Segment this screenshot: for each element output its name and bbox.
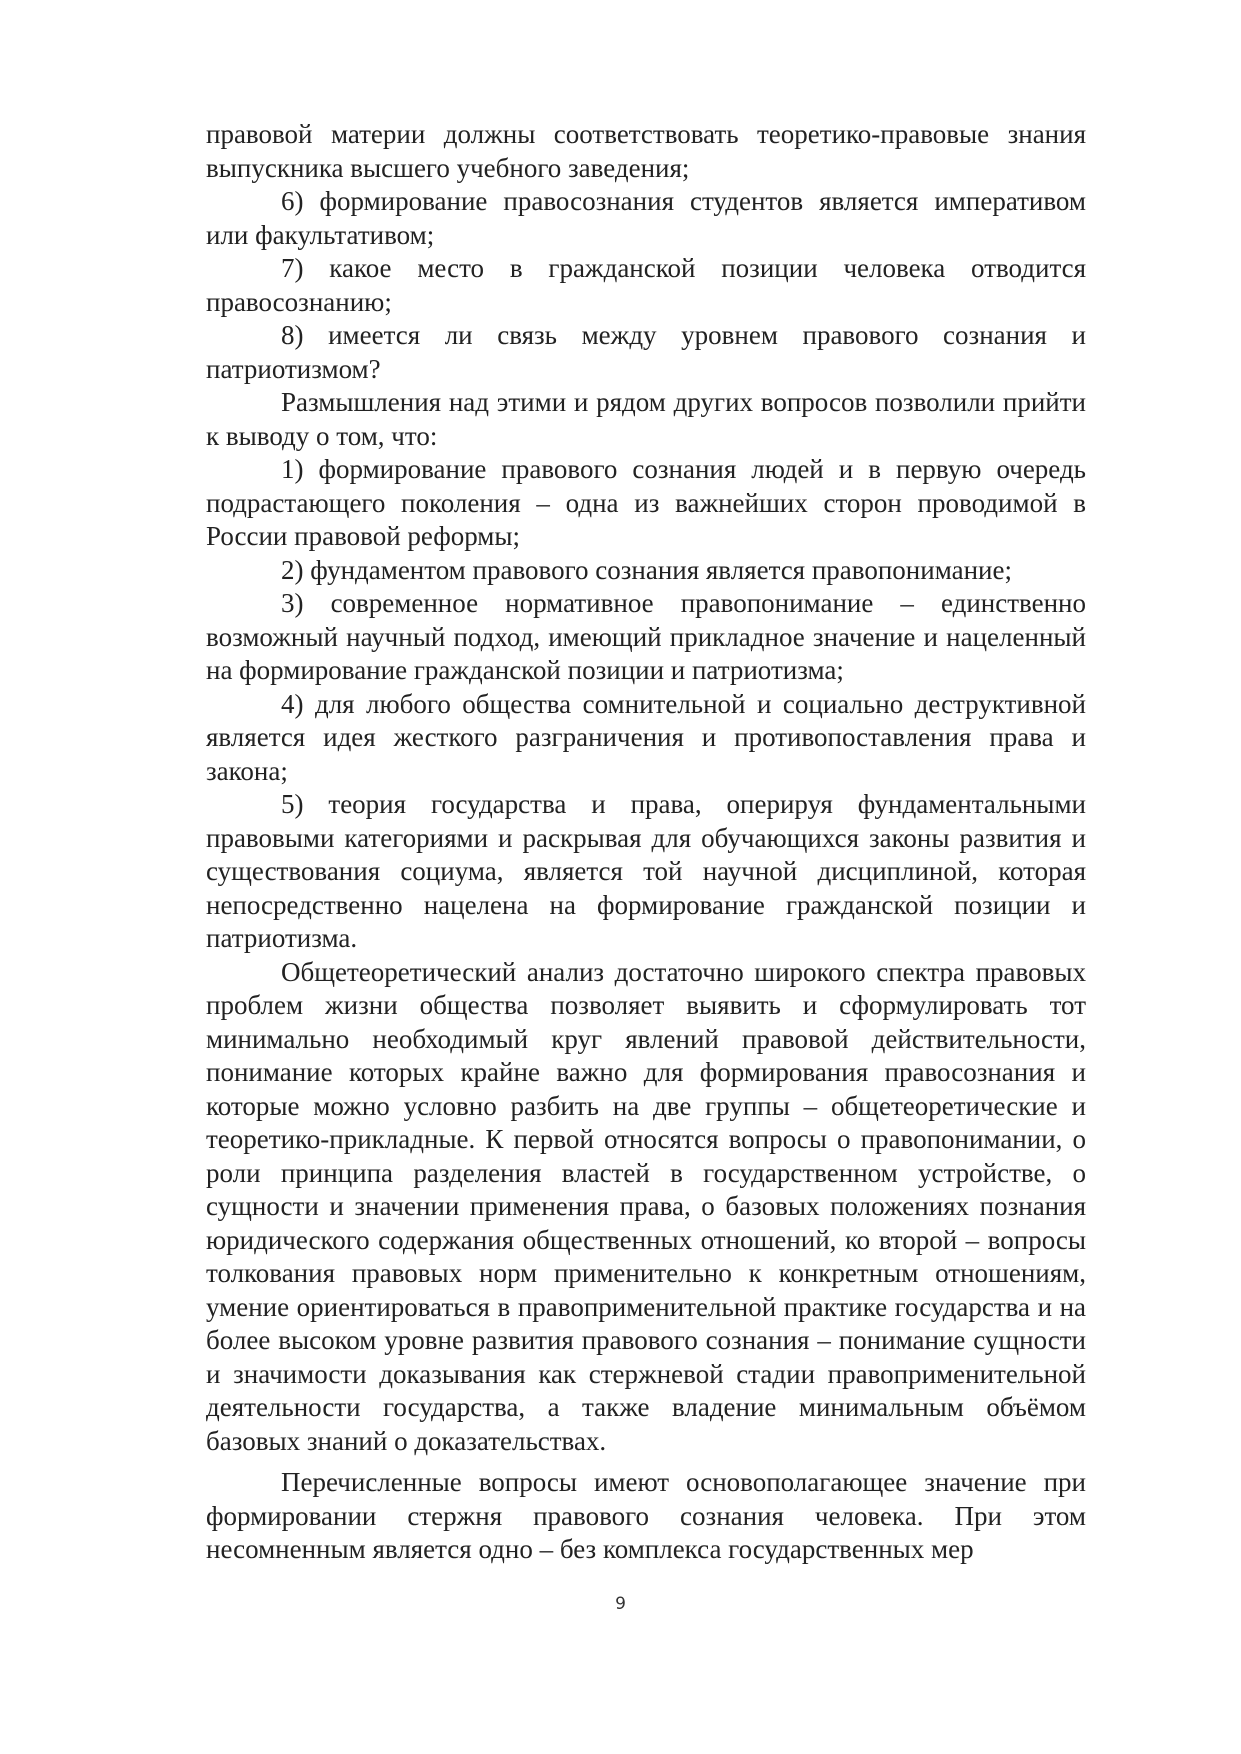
- conclusion-item-3: 3) современное нормативное правопонимание – единственно возможный научный подход, имеющий прикладное значение и нацеленный на формирование гражданской позиции и патриотизма;: [206, 588, 1086, 685]
- paragraph-conclusion-intro: Размышления над этими и рядом других вопросов позволили прийти к выводу о том, что:: [206, 387, 1086, 451]
- conclusion-item-1: 1) формирование правового сознания людей и в первую очередь подрастающего поколения – одна из важнейших сторон проводимой в России правовой реформы;: [206, 454, 1086, 551]
- paragraph-analysis: Общетеоретический анализ достаточно широкого спектра правовых проблем жизни общества позволяет выявить и сформулировать тот минимально необходимый круг явлений правовой действительности, понимание которых крайне важно для формирования правосознания и которые можно условно разбить на две группы – общетеоретические и теоретико-прикладные. К первой относятся вопросы о правопонимании, о роли принципа разделения властей в государственном устройстве, о сущности и значении применения права, о базовых положениях познания юридического содержания общественных отношений, ко второй – вопросы толкования правовых норм применительно к конкретным отношениям, умение ориентироваться в правоприменительной практике государства и на более высоком уровне развития правового сознания – понимание сущности и значимости доказывания как стержневой стадии правоприменительной деятельности государства, а также владение минимальным объёмом базовых знаний о доказательствах.: [206, 956, 1086, 1456]
- paragraph-final: Перечисленные вопросы имеют основополагающее значение при формировании стержня правового сознания человека. При этом несомненным является одно – без комплекса государственных мер: [206, 1467, 1086, 1564]
- list-item-7: 7) какое место в гражданской позиции человека отводится правосознанию;: [206, 253, 1086, 317]
- page-body: [206, 118, 1086, 1567]
- conclusion-item-4: 4) для любого общества сомнительной и социально деструктивной является идея жесткого разграничения и противопоставления права и закона;: [206, 688, 1086, 786]
- list-item-6: 6) формирование правосознания студентов является императивом или факультативом;: [206, 186, 1086, 250]
- conclusion-item-5: 5) теория государства и права, оперируя фундаментальными правовыми категориями и раскрывая для обучающихся законы развития и существования социума, является той научной дисциплиной, которая непосредственно нацелена на формирование гражданской позиции и патриотизма.: [206, 789, 1086, 953]
- list-item-8: 8) имеется ли связь между уровнем правового сознания и патриотизмом?: [206, 320, 1086, 384]
- conclusion-item-2: 2) фундаментом правового сознания является правопонимание;: [281, 554, 1012, 585]
- paragraph-continuation: правовой материи должны соответствовать теоретико-правовые знания выпускника высшего учебного заведения;: [206, 119, 1086, 183]
- page-number: 9: [615, 1594, 626, 1614]
